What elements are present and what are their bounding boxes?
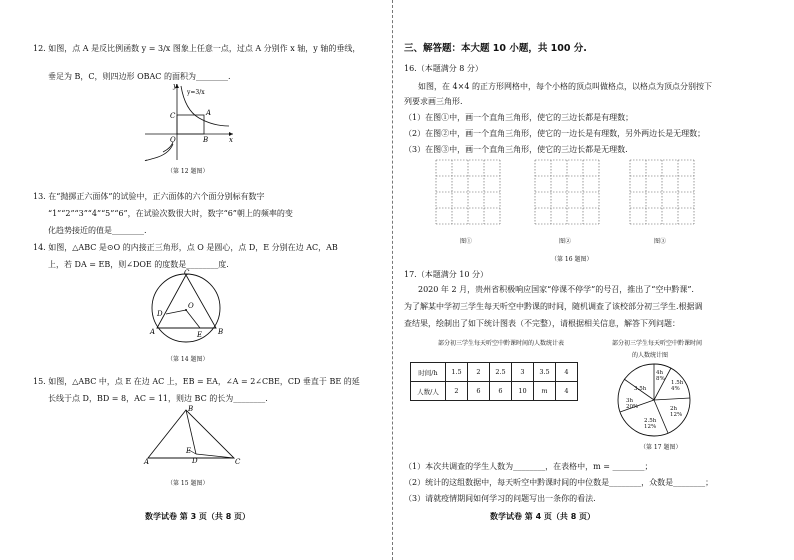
table-cell: 6	[468, 382, 490, 401]
pie-title-2: 的人数统计图	[632, 352, 669, 359]
pie-title-1: 部分初三学生每天听空中黔课时间	[612, 340, 703, 347]
q14-caption: （第 14 题图）	[167, 356, 209, 363]
q14-line1: 14. 如图，△ABC 是⊙O 的内接正三角形，点 O 是圆心，点 D，E 分别在边 AC，AB	[33, 243, 338, 252]
q14-line2: 上，若 DA = EB，则∠DOE 的度数是________度.	[48, 260, 229, 269]
q16-caption: （第 16 题图）	[551, 256, 593, 263]
pie-pct-2-5h: 12%	[644, 424, 657, 430]
section-title: 三、解答题：本大题 10 小题，共 100 分.	[404, 43, 587, 54]
triangle-abc	[157, 275, 216, 328]
table-cell: 人数/人	[411, 382, 446, 401]
table-cell: 4	[556, 382, 578, 401]
q13-line1: 13. 在“抛掷正六面体”的试验中，正六面体的六个面分别标有数字	[33, 192, 265, 201]
pie-label-3h: 3h	[626, 398, 634, 404]
left-page	[0, 0, 392, 560]
table-cell: 10	[512, 382, 534, 401]
label-e: E	[186, 447, 192, 455]
label-c: C	[170, 112, 176, 120]
grid-label-3: 图③	[654, 238, 667, 245]
table-cell: 2	[468, 363, 490, 382]
right-page	[396, 0, 794, 560]
left-footer: 数学试卷 第 3 页（共 8 页）	[145, 512, 251, 521]
q16-line1: 如图，在 4×4 的正方形网格中，每个小格的顶点叫做格点，以格点为顶点分别按下	[418, 82, 712, 91]
time-count-table	[410, 362, 578, 401]
q12-hyperbola-graph	[145, 82, 235, 162]
q12-caption: （第 12 题图）	[167, 168, 209, 175]
grid-label-1: 图①	[460, 238, 473, 245]
table-cell: 2	[446, 382, 468, 401]
label-d: D	[192, 457, 198, 465]
table-cell: 3.5	[534, 363, 556, 382]
pie-label-2h: 2h	[670, 406, 678, 412]
q17-item3: （3）请就疫情期间如何学习的问题写出一条你的看法.	[404, 494, 596, 503]
label-a: A	[150, 328, 156, 336]
table-cell: 时间/h	[411, 363, 446, 382]
table-cell: 6	[490, 382, 512, 401]
page-divider	[392, 0, 393, 560]
grid-3	[630, 160, 694, 224]
q12-line2: 垂足为 B，C，则四边形 OBAC 的面积为________.	[48, 72, 231, 81]
q14-circle-figure	[148, 269, 228, 344]
q15-line1: 15. 如图，△ABC 中，点 E 在边 AC 上，EB = EA，∠A = 2∠CBE，CD 垂直于 BE 的延	[33, 377, 360, 386]
label-a: A	[144, 458, 150, 466]
pie-pct-3h: 20%	[626, 404, 639, 410]
q16-item2: （2）在图②中，画一个直角三角形，使它的一边长是有理数，另外两边长是无理数；	[404, 129, 706, 138]
table-cell: 4	[556, 363, 578, 382]
q13-line3: 化趋势接近的值是________.	[48, 226, 147, 235]
label-c: C	[184, 269, 190, 277]
pie-pct-1-5h: 4%	[671, 386, 680, 392]
pie-pct-4h: 8%	[656, 376, 665, 382]
label-b: B	[203, 136, 209, 144]
label-a: A	[206, 109, 212, 117]
q16-line2: 列要求画三角形.	[404, 97, 463, 106]
label-y: y	[173, 82, 177, 90]
pie-label-1-5h: 1.5h	[671, 380, 684, 386]
pie-label-2-5h: 2.5h	[644, 418, 657, 424]
q17-head: 17.（本题满分 10 分）	[404, 270, 488, 279]
label-c: C	[235, 458, 241, 466]
hyperbola-branch-2	[145, 144, 173, 161]
q17-line2: 为了解某中学初三学生每天听空中黔课的时间，随机调查了该校部分初三学生.根据调	[404, 302, 703, 311]
grid-label-2: 图②	[559, 238, 572, 245]
q17-line1: 2020 年 2 月，贵州省积极响应国家“停课不停学”的号召，推出了“空中黔课”.	[418, 285, 694, 294]
table-cell: m	[534, 382, 556, 401]
pie-label-4h: 4h	[656, 370, 664, 376]
label-o: O	[170, 136, 176, 144]
q16-item3: （3）在图③中，画一个直角三角形，使它的三边长都是无理数.	[404, 145, 628, 154]
circle-o	[152, 274, 220, 342]
q17-item2: （2）统计的这组数据中，每天听空中黔课时间的中位数是________，众数是________；	[404, 478, 714, 487]
grid-1	[436, 160, 500, 224]
q15-line2: 长线于点 D，BD = 8，AC = 11，则边 BC 的长为________.	[48, 394, 268, 403]
label-b: B	[218, 328, 224, 336]
right-footer: 数学试卷 第 4 页（共 8 页）	[490, 512, 596, 521]
q17-caption: （第 17 题图）	[640, 444, 682, 451]
pie-label-3-5h: 3.5h	[634, 386, 647, 392]
label-func: y=3/x	[187, 89, 205, 96]
q12-line1: 12. 如图，点 A 是反比例函数 y = 3/x 图象上任意一点，过点 A 分别作 x 轴，y 轴的垂线，	[33, 44, 361, 53]
pie-pct-2h: 12%	[670, 412, 683, 418]
pie-chart	[616, 362, 692, 438]
q17-line3: 查结果，绘制出了如下统计图表（不完整），请根据相关信息，解答下列问题：	[404, 319, 680, 328]
table-cell: 1.5	[446, 363, 468, 382]
q15-caption: （第 15 题图）	[167, 480, 209, 487]
q17-item1: （1）本次共调查的学生人数为________，在表格中，m = ________；	[404, 462, 653, 471]
label-e: E	[197, 331, 203, 339]
label-d: D	[157, 310, 163, 318]
grid-2	[535, 160, 599, 224]
table-row	[411, 382, 578, 401]
rectangle-obac	[177, 115, 204, 134]
q16-item1: （1）在图①中，画一个直角三角形，使它的三边长都是有理数；	[404, 113, 634, 122]
table-cell: 2.5	[490, 363, 512, 382]
table-title: 部分初三学生每天听空中黔课时间的人数统计表	[438, 340, 565, 347]
label-b: B	[188, 405, 194, 413]
q15-triangle-figure	[144, 406, 240, 466]
q16-head: 16.（本题满分 8 分）	[404, 64, 483, 73]
table-row	[411, 363, 578, 382]
q13-line2: “1”“2”“3”“4”“5”“6”，在试验次数很大时，数字“6”朝上的频率的变	[48, 209, 293, 218]
table-cell: 3	[512, 363, 534, 382]
label-o: O	[188, 302, 194, 310]
label-x: x	[229, 136, 233, 144]
